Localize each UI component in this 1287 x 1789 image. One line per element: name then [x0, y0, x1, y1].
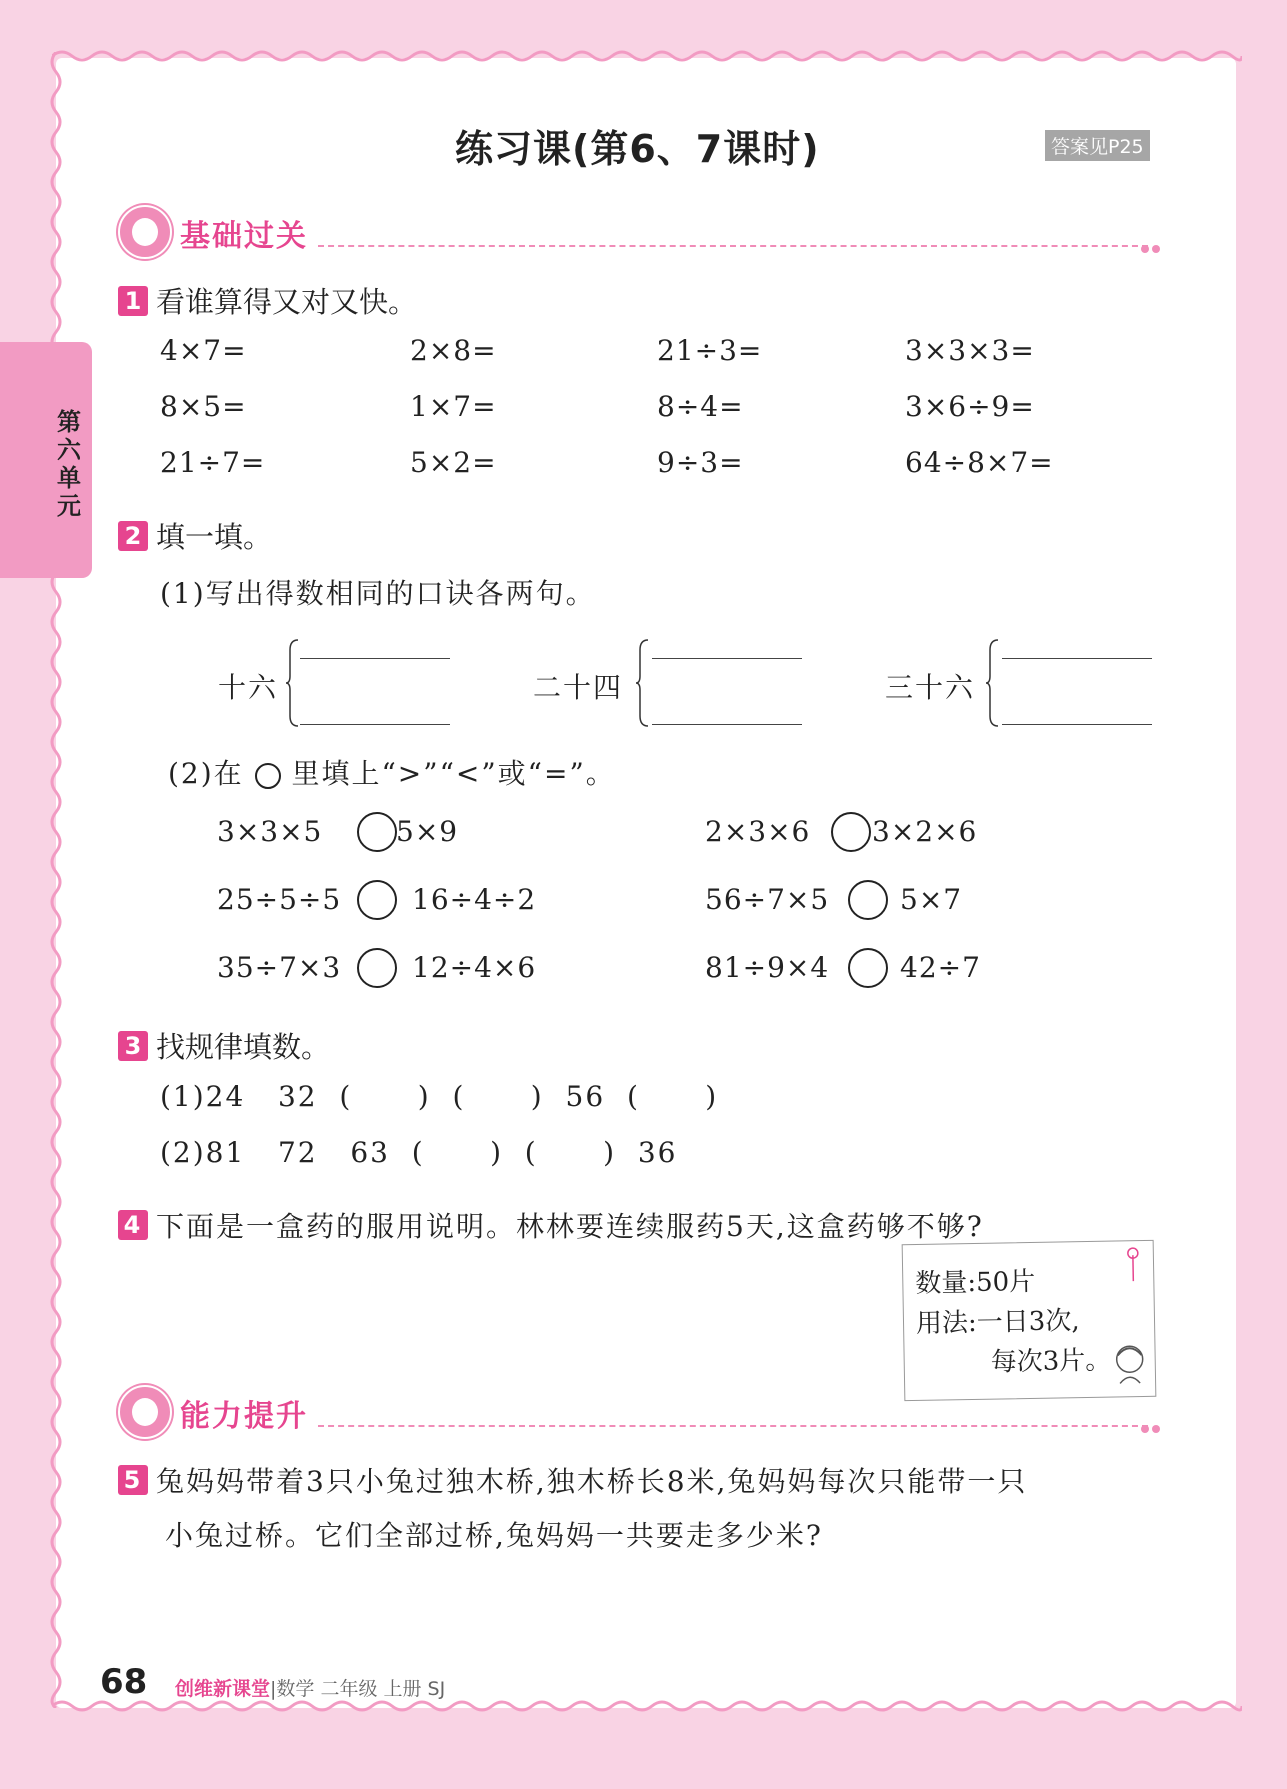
question-number-badge: 1 [118, 286, 148, 316]
q1-expression: 2×8= [410, 334, 497, 367]
question-number-badge: 4 [118, 1210, 148, 1240]
page-number: 68 [100, 1662, 148, 1702]
question-2-title [118, 515, 272, 556]
question-1-title [118, 280, 417, 321]
medicine-dosage: 每次3片。 [990, 1345, 1112, 1378]
compare-left: 35÷7×3 [217, 951, 342, 984]
wavy-border-left [48, 52, 64, 1708]
q1-expression: 3×6÷9= [905, 390, 1035, 423]
question-1-text: 看谁算得又对又快。 [156, 285, 418, 319]
answer-blank[interactable] [1002, 658, 1152, 659]
q1-expression: 64÷8×7= [905, 446, 1054, 479]
footer-info [175, 1674, 445, 1701]
compare-left: 25÷5÷5 [217, 883, 342, 916]
cartoon-girl-icon [1109, 1341, 1150, 1386]
q2-part2-suffix: 里填上“>”“<”或“=”。 [291, 757, 616, 790]
left-brace-icon [636, 638, 650, 728]
question-3-title [118, 1025, 330, 1066]
compare-left: 81÷9×4 [705, 951, 830, 984]
compare-right: 12÷4×6 [412, 951, 537, 984]
q1-expression: 21÷3= [657, 334, 763, 367]
question-2-text: 填一填。 [156, 520, 273, 554]
page-title: 练习课(第6、7课时) [455, 127, 820, 171]
brace-label: 三十六 [885, 671, 976, 704]
section-label-basic: 基础过关 [180, 219, 308, 254]
dot-ornament-icon [1138, 1418, 1160, 1437]
q2-part1-instruction: (1)写出得数相同的口诀各两句。 [160, 577, 596, 610]
q1-expression: 4×7= [160, 334, 247, 367]
answer-blank[interactable] [300, 724, 450, 725]
medicine-instruction-card [902, 1240, 1157, 1401]
question-4-text: 下面是一盒药的服用说明。林林要连续服药5天,这盒药够不够? [156, 1210, 984, 1243]
wavy-border-top [52, 48, 1242, 64]
compare-left: 3×3×5 [217, 815, 323, 848]
answer-blank[interactable] [1002, 724, 1152, 725]
compare-circle-input[interactable] [357, 948, 397, 988]
compare-right: 5×7 [900, 883, 963, 916]
answer-reference-tag: 答案见P25 [1045, 130, 1150, 161]
unit-side-tab-label: 第六单元 [57, 408, 81, 520]
dashed-divider [318, 245, 1148, 247]
question-3-text: 找规律填数。 [156, 1030, 331, 1064]
medicine-usage: 用法:一日3次, [915, 1306, 1080, 1339]
question-5-text-line2: 小兔过桥。它们全部过桥,兔妈妈一共要走多少米? [165, 1519, 823, 1552]
q2-part2-instruction [168, 752, 616, 792]
question-number-badge: 2 [118, 521, 148, 551]
question-number-badge: 5 [118, 1465, 148, 1495]
compare-right: 42÷7 [900, 951, 981, 984]
q1-expression: 21÷7= [160, 446, 266, 479]
question-4-title [118, 1205, 984, 1245]
dot-ornament-icon [1138, 238, 1160, 257]
answer-blank[interactable] [652, 724, 802, 725]
compare-circle-input[interactable] [357, 880, 397, 920]
compare-right: 16÷4÷2 [412, 883, 537, 916]
compare-left: 56÷7×5 [705, 883, 830, 916]
compare-left: 2×3×6 [705, 815, 811, 848]
left-brace-icon [986, 638, 1000, 728]
q1-expression: 1×7= [410, 390, 497, 423]
brace-label: 十六 [218, 671, 279, 704]
answer-blank[interactable] [652, 658, 802, 659]
compare-right: 5×9 [396, 815, 459, 848]
medicine-quantity: 数量:50片 [915, 1266, 1036, 1299]
compare-circle-input[interactable] [848, 948, 888, 988]
q1-expression: 5×2= [410, 446, 497, 479]
cartoon-avatar-icon [118, 205, 172, 259]
footer-brand: 创维新课堂 [175, 1678, 271, 1700]
answer-blank[interactable] [300, 658, 450, 659]
section-header-basic [118, 205, 1168, 257]
cartoon-avatar-icon [118, 1385, 172, 1439]
compare-circle-input[interactable] [831, 812, 871, 852]
question-5-text-line1: 兔妈妈带着3只小兔过独木桥,独木桥长8米,兔妈妈每次只能带一只 [156, 1465, 1028, 1498]
footer-book-info: |数学 二年级 上册 SJ [270, 1678, 446, 1700]
q1-expression: 3×3×3= [905, 334, 1035, 367]
dashed-divider [318, 1425, 1148, 1427]
q1-expression: 8÷4= [657, 390, 744, 423]
left-brace-icon [286, 638, 300, 728]
circle-symbol-icon [255, 763, 281, 789]
section-label-advanced: 能力提升 [180, 1399, 308, 1434]
brace-label: 二十四 [533, 671, 624, 704]
compare-right: 3×2×6 [872, 815, 978, 848]
compare-circle-input[interactable] [357, 812, 397, 852]
q1-expression: 9÷3= [657, 446, 744, 479]
question-number-badge: 3 [118, 1031, 148, 1061]
compare-circle-input[interactable] [848, 880, 888, 920]
q2-part2-prefix: (2)在 [168, 757, 244, 790]
flower-decoration-icon [1118, 1243, 1149, 1284]
q1-expression: 8×5= [160, 390, 247, 423]
section-header-advanced [118, 1385, 1168, 1437]
q3-sequence-1: (1)24 32 ( ) ( ) 56 ( ) [160, 1080, 719, 1113]
question-5-title [118, 1460, 1027, 1500]
q3-sequence-2: (2)81 72 63 ( ) ( ) 36 [160, 1136, 678, 1169]
